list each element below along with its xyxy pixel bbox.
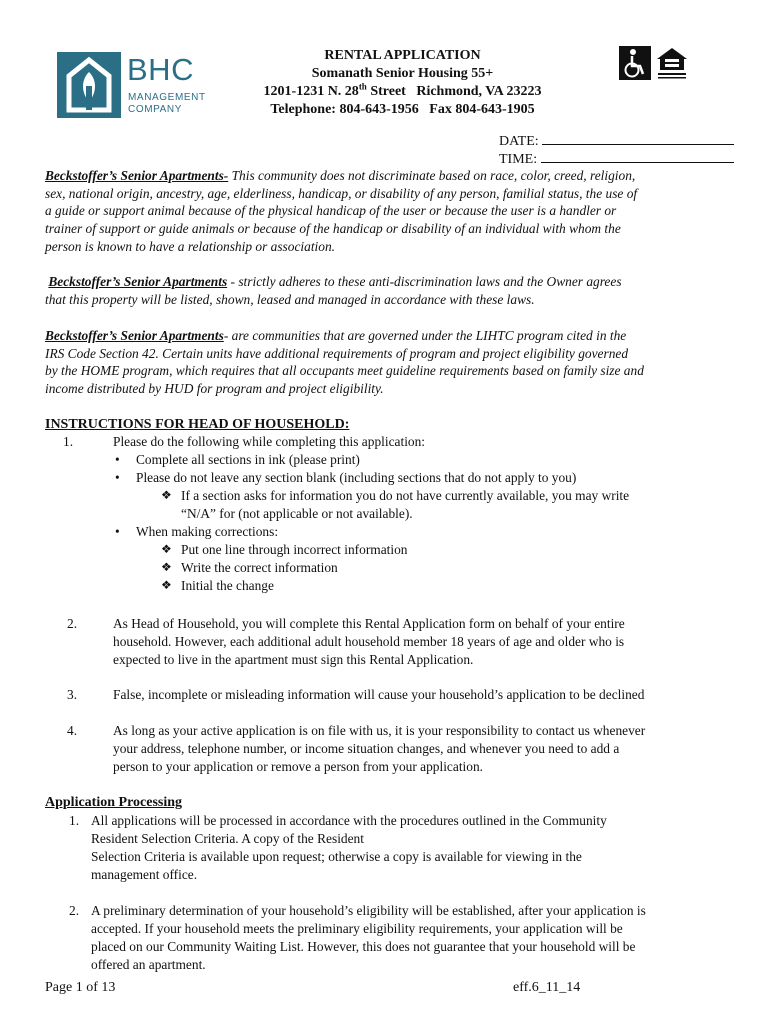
equal-housing-opportunity-icon <box>655 46 689 80</box>
list-item: ❖ Put one line through incorrect information <box>181 541 407 559</box>
instruction-item-3: 3. False, incomplete or misleading information will cause your household’s application to be declined <box>67 687 645 702</box>
document-header <box>230 47 575 119</box>
instruction-item-2: 2. As Head of Household, you will complete this Rental Application form on behalf of your entire household. However, each additional adult household member 18 years of age and older who is expected to live in the apartment must sign this Rental Application. <box>67 616 625 667</box>
date-field[interactable] <box>542 133 734 145</box>
processing-heading: Application Processing <box>45 795 183 810</box>
processing-item-2: 2. A preliminary determination of your household’s eligibility will be established, after your application is accepted. If your household meets the preliminary eligibility requirements, your application will be placed on our Community Waiting List. However, this does not guarantee that your household will be offered an apartment. <box>69 903 646 972</box>
lihtc-paragraph: Beckstoffer’s Senior Apartments- are communities that are governed under the LIHTC program cited in the IRS Code Section 42. Certain units have additional requirements of program and project eligibility governed by the HOME program, which requires that all occupants meet guideline requirements based on family size and income distributed by HUD for program and project eligibility. <box>45 328 644 397</box>
document-title: RENTAL APPLICATION <box>324 48 481 63</box>
processing-item-1: 1. All applications will be processed in accordance with the procedures outlined in the Community Resident Selection Criteria. A copy of the Resident Selection Criteria is available upon request; otherwise a copy is available for viewing in the management office. <box>69 813 607 882</box>
date-row: DATE: <box>499 133 739 151</box>
logo-name: BHC <box>127 52 194 87</box>
property-phone: Telephone: 804-643-1956 Fax 804-643-1905 <box>270 102 535 117</box>
property-address: 1201-1231 N. 28th Street Richmond, VA 23223 <box>263 81 542 99</box>
instruction-item-1: 1. Please do the following while completing this application: • Complete all sections in ink (please print) • Please do not leave any section blank (including sections that do not apply to you) ❖ If a section asks for information you do not have currently available, you may write “N/A” for (not applicable or not available). • When making corrections: ❖ Put one line through incorrect information ❖ Write the correct information ❖ Initial the change <box>0 433 770 603</box>
list-item: ❖ Initial the change <box>181 577 274 595</box>
accessibility-logos <box>619 46 689 82</box>
date-time-block <box>499 133 739 169</box>
bhc-logo <box>57 50 217 122</box>
wheelchair-icon <box>619 46 651 80</box>
page-number: Page 1 of 13 <box>45 980 116 995</box>
list-item: • Please do not leave any section blank (including sections that do not apply to you) <box>136 469 576 487</box>
logo-sub-company: COMPANY <box>128 104 183 115</box>
list-item: ❖ Write the correct information <box>181 559 338 577</box>
time-row: TIME: <box>499 151 739 169</box>
instructions-heading: INSTRUCTIONS FOR HEAD OF HOUSEHOLD: <box>45 417 350 432</box>
logo-sub-management: MANAGEMENT <box>128 92 206 103</box>
nondiscrimination-paragraph: Beckstoffer’s Senior Apartments- This community does not discriminate based on race, color, creed, religion, sex, national origin, ancestry, age, elderliness, handicap, or disability of any person, familial status, the use of a guide or support animal because of the physical handicap of the user or because the user is a handler or trainer of support or guide animals or because of the handicap or disability of an individual with whom the person is known to have a relationship or association. <box>45 168 638 254</box>
property-name: Somanath Senior Housing 55+ <box>311 66 494 81</box>
list-item: • Complete all sections in ink (please print) <box>136 451 360 469</box>
list-item: • When making corrections: <box>136 523 278 541</box>
instruction-item-4: 4. As long as your active application is on file with us, it is your responsibility to contact us whenever your address, telephone number, or income situation changes, and whenever you need to add a person to your application or remove a person from your application. <box>67 723 646 774</box>
compliance-paragraph: Beckstoffer’s Senior Apartments - strictly adheres to these anti-discrimination laws and the Owner agrees that this property will be listed, shown, leased and managed in accordance with these laws. <box>45 274 622 307</box>
time-field[interactable] <box>541 151 734 163</box>
bhc-emblem-icon <box>57 52 121 118</box>
revision-code: eff.6_11_14 <box>513 980 581 995</box>
list-item: ❖ If a section asks for information you do not have currently available, you may write <box>181 487 629 505</box>
